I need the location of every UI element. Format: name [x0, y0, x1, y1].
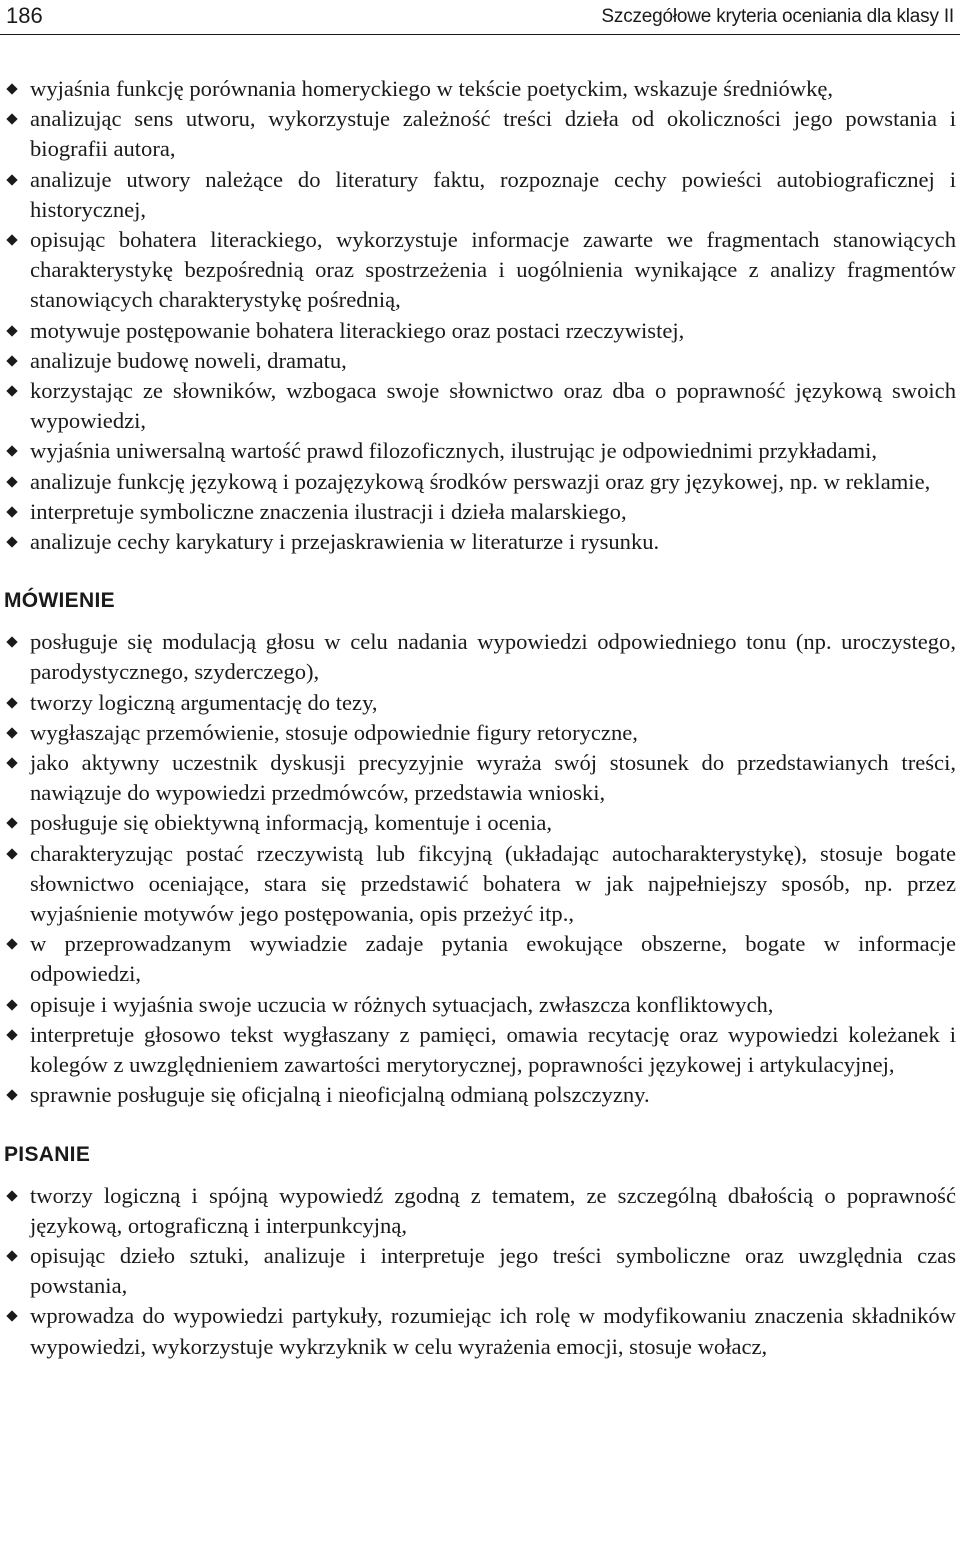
list-item-text: opisuje i wyjaśnia swoje uczucia w różnych sytuacjach, zwłaszcza konfliktowych, — [30, 991, 774, 1017]
list-item — [0, 1020, 960, 1080]
diamond-bullet-icon — [6, 83, 17, 94]
diamond-bullet-icon — [6, 818, 17, 829]
diamond-bullet-icon — [6, 1250, 17, 1261]
running-title: Szczegółowe kryteria oceniania dla klasy II — [601, 6, 954, 27]
list-item-text: interpretuje symboliczne znaczenia ilustracji i dzieła malarskiego, — [30, 498, 627, 524]
list-item — [0, 104, 960, 164]
list-item — [0, 436, 960, 466]
diamond-bullet-icon — [6, 757, 17, 768]
list-item — [0, 376, 960, 436]
diamond-bullet-icon — [6, 114, 17, 125]
list-item-text: charakteryzując postać rzeczywistą lub fikcyjną (układając autocharakterystykę), stosuje bogate słownictwo oceniające, stara się przedstawić bohatera w jak najpełniejszy sposób, np. przez wyjaśnienie motywów jego postępowania, opis przeżyć itp., — [30, 840, 956, 927]
list-item-text: tworzy logiczną i spójną wypowiedź zgodną z tematem, ze szczególną dbałością o poprawność językową, ortograficzną i interpunkcyjną, — [30, 1182, 956, 1238]
diamond-bullet-icon — [6, 1029, 17, 1040]
intro-criteria-list — [0, 74, 960, 557]
list-item — [0, 316, 960, 346]
list-item — [0, 74, 960, 104]
list-item-text: sprawnie posługuje się oficjalną i nieoficjalną odmianą polszczyzny. — [30, 1082, 650, 1108]
list-item-text: jako aktywny uczestnik dyskusji precyzyjnie wyraża swój stosunek do przedstawianych treści, nawiązuje do wypowiedzi przedmówców, przedstawia wnioski, — [30, 750, 956, 806]
list-item — [0, 627, 960, 687]
diamond-bullet-icon — [6, 325, 17, 336]
diamond-bullet-icon — [6, 506, 17, 517]
diamond-bullet-icon — [6, 1190, 17, 1201]
list-item-text: interpretuje głosowo tekst wygłaszany z pamięci, omawia recytację oraz wypowiedzi koleżanek i kolegów z uwzględnieniem zawartości merytorycznej, poprawności językowej i artykulacyjnej, — [30, 1021, 956, 1078]
list-item-text: w przeprowadzanym wywiadzie zadaje pytania ewokujące obszerne, bogate w informacje odpowiedzi, — [30, 931, 956, 987]
diamond-bullet-icon — [6, 355, 17, 366]
list-item — [0, 1080, 960, 1110]
list-item — [0, 929, 960, 989]
diamond-bullet-icon — [6, 697, 17, 708]
section-heading-mowienie: MÓWIENIE — [4, 589, 115, 613]
diamond-bullet-icon — [6, 536, 17, 547]
page-number: 186 — [6, 3, 43, 28]
list-item-text: motywuje postępowanie bohatera literackiego oraz postaci rzeczywistej, — [30, 317, 685, 343]
diamond-bullet-icon — [6, 174, 17, 185]
list-item-text: opisując dzieło sztuki, analizuje i interpretuje jego treści symboliczne oraz uwzględnia czas powstania, — [30, 1242, 956, 1299]
list-item-text: wyjaśnia uniwersalną wartość prawd filozoficznych, ilustrując je odpowiednimi przykładami, — [30, 438, 878, 464]
list-item-text: wprowadza do wypowiedzi partykuły, rozumiejąc ich rolę w modyfikowaniu znaczenia składników wypowiedzi, wykorzystuje wykrzyknik w celu wyrażenia emocji, stosuje wołacz, — [30, 1303, 956, 1359]
list-item — [0, 748, 960, 808]
list-item-text: korzystając ze słowników, wzbogaca swoje słownictwo oraz dba o poprawność językową swoich wypowiedzi, — [30, 378, 956, 434]
diamond-bullet-icon — [6, 727, 17, 738]
diamond-bullet-icon — [6, 234, 17, 245]
list-item — [0, 1241, 960, 1301]
list-item — [0, 990, 960, 1020]
diamond-bullet-icon — [6, 1090, 17, 1101]
list-item — [0, 165, 960, 225]
list-item-text: analizując sens utworu, wykorzystuje zależność treści dzieła od okoliczności jego powstania i biografii autora, — [30, 106, 956, 162]
list-item — [0, 839, 960, 930]
list-item-text: opisując bohatera literackiego, wykorzystuje informacje zawarte we fragmentach stanowiących charakterystykę bezpośrednią oraz spostrzeżenia i uogólnienia wynikające z analizy fragmentów stanowiących charakterystykę pośrednią, — [30, 227, 956, 313]
list-item — [0, 497, 960, 527]
list-item-text: analizuje budowę noweli, dramatu, — [30, 347, 347, 373]
diamond-bullet-icon — [6, 1311, 17, 1322]
diamond-bullet-icon — [6, 385, 17, 396]
list-item — [0, 225, 960, 316]
diamond-bullet-icon — [6, 848, 17, 859]
section-heading-pisanie: PISANIE — [4, 1142, 91, 1166]
list-item — [0, 1301, 960, 1361]
diamond-bullet-icon — [6, 476, 17, 487]
list-item — [0, 1181, 960, 1241]
diamond-bullet-icon — [6, 637, 17, 648]
list-item-text: analizuje funkcję językową i pozajęzykową środków perswazji oraz gry językowej, np. w reklamie, — [30, 468, 931, 494]
list-item — [0, 527, 960, 557]
list-item — [0, 688, 960, 718]
diamond-bullet-icon — [6, 446, 17, 457]
list-item-text: posługuje się obiektywną informacją, komentuje i ocenia, — [30, 810, 553, 836]
mowienie-criteria-list — [0, 627, 960, 1110]
pisanie-criteria-list — [0, 1181, 960, 1362]
page-content — [0, 74, 960, 1362]
list-item — [0, 808, 960, 838]
list-item — [0, 346, 960, 376]
list-item-text: wygłaszając przemówienie, stosuje odpowiednie figury retoryczne, — [30, 719, 638, 745]
list-item-text: tworzy logiczną argumentację do tezy, — [30, 689, 378, 715]
list-item-text: analizuje cechy karykatury i przejaskrawienia w literaturze i rysunku. — [30, 529, 660, 555]
diamond-bullet-icon — [6, 999, 17, 1010]
list-item — [0, 718, 960, 748]
list-item-text: wyjaśnia funkcję porównania homeryckiego w tekście poetyckim, wskazuje średniówkę, — [30, 76, 834, 101]
diamond-bullet-icon — [6, 939, 17, 950]
list-item — [0, 467, 960, 497]
page-header — [0, 0, 960, 35]
list-item-text: posługuje się modulacją głosu w celu nadania wypowiedzi odpowiedniego tonu (np. uroczystego, parodystycznego, szyderczego), — [30, 629, 956, 685]
list-item-text: analizuje utwory należące do literatury faktu, rozpoznaje cechy powieści autobiograficznej i historycznej, — [30, 166, 956, 222]
